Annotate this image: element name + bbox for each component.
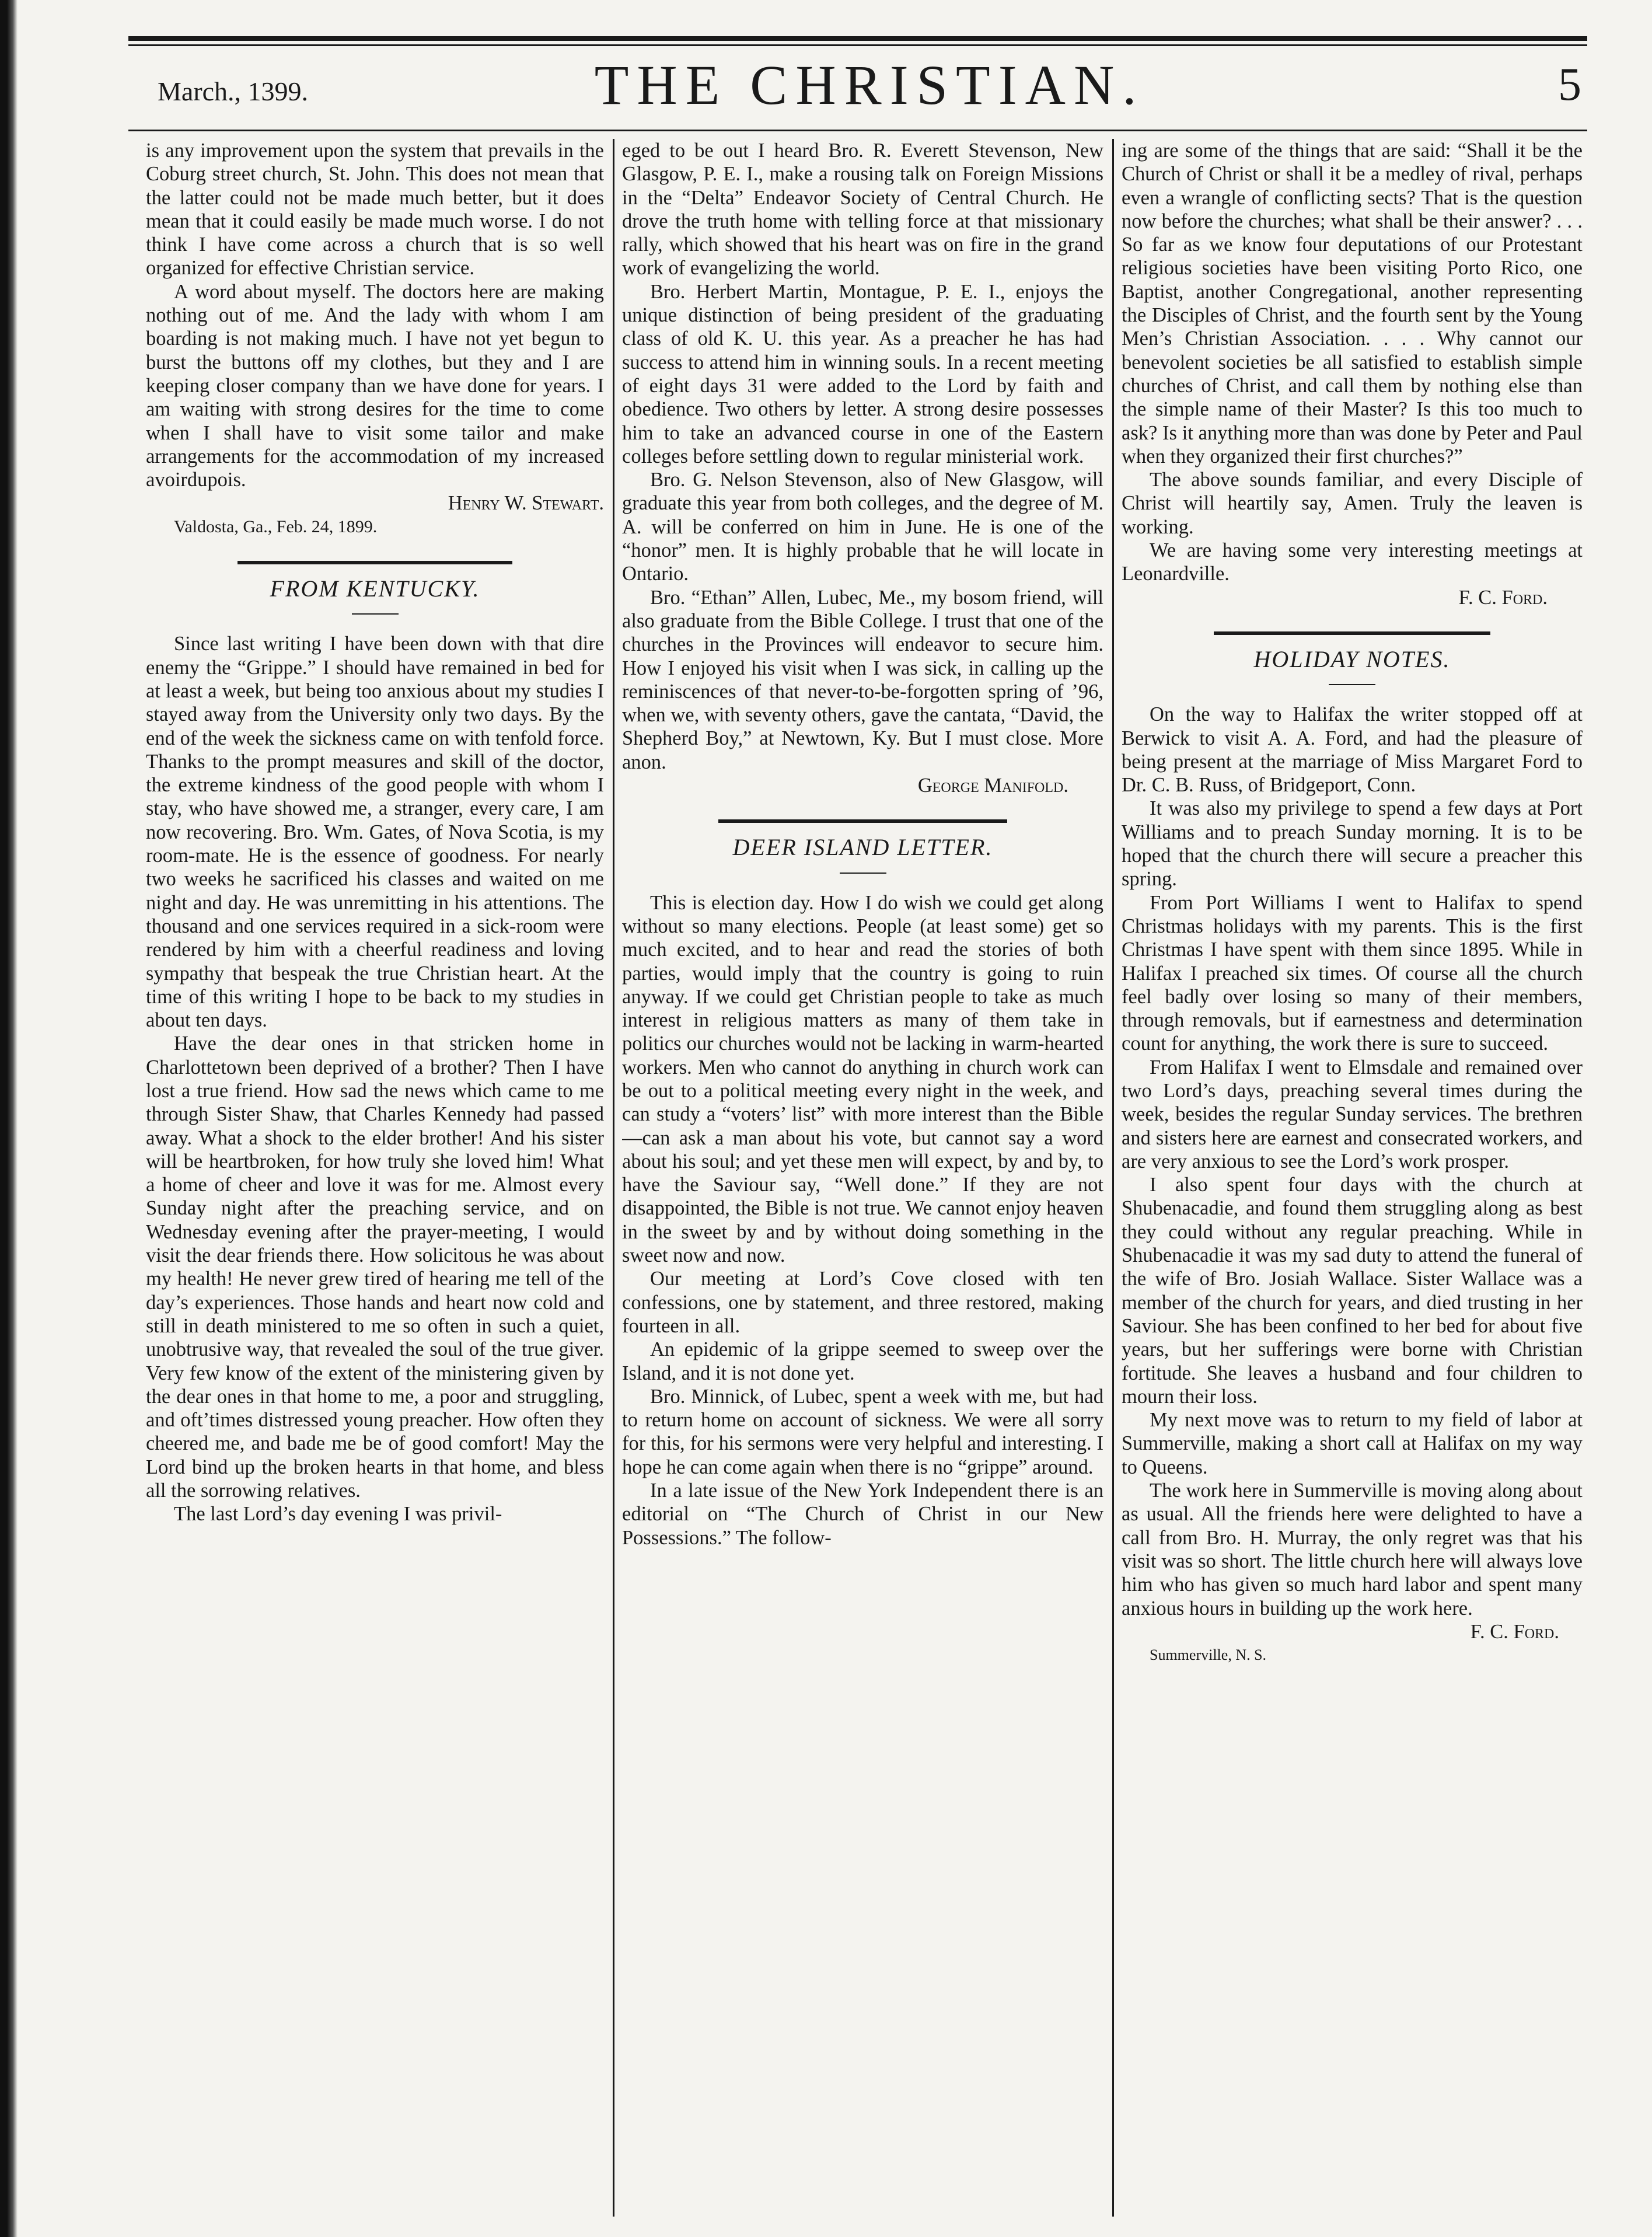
section-rule bbox=[718, 819, 1007, 823]
dateline: Summerville, N. S. bbox=[1150, 1646, 1267, 1664]
masthead bbox=[158, 53, 1581, 123]
author-signature: F. C. Ford. bbox=[1458, 586, 1548, 609]
top-rule-thick bbox=[128, 36, 1587, 41]
page-binding-edge bbox=[0, 0, 18, 2237]
heading-rule bbox=[352, 613, 399, 615]
article-paragraph: My next move was to return to my field of labor at Summerville, making a short call at Halifax on my way to Queens. bbox=[1122, 1409, 1583, 1478]
heading-rule bbox=[840, 873, 886, 874]
article-paragraph: The work here in Summerville is moving along about as usual. All the friends here were delighted to have a call from Bro. H. Murray, the only regret was that his visit was so short. The little church here will always love him who has given so much hard labor and spent many anxious hours in building up the work here. bbox=[1122, 1479, 1583, 1620]
heading-rule bbox=[1329, 684, 1375, 685]
article-paragraph: From Port Williams I went to Halifax to spend Christmas holidays with my parents. This is the first Christmas I have spent with them since 1895. While in Halifax I preached six times. Of course all the church feel badly over losing so many of their members, through removals, but if earnestness and determination count for anything, the work there is sure to succeed. bbox=[1122, 891, 1583, 1055]
author-signature: George Manifold. bbox=[917, 774, 1068, 797]
article-paragraph: eged to be out I heard Bro. R. Everett Stevenson, New Glasgow, P. E. I., make a rousing talk on Foreign Missions in the “Delta” Endeavor Society of Central Church. He drove the truth home with telling force at that missionary rally, which showed that his heart was on fire in the grand work of evangelizing the world. bbox=[622, 139, 1103, 280]
article-paragraph: Bro. G. Nelson Stevenson, also of New Glasgow, will graduate this year from both colleges, and the degree of M. A. will be conferred on him in June. He is one of the “honor” men. It is highly probable that he will locate in Ontario. bbox=[622, 469, 1103, 585]
article-paragraph: It was also my privilege to spend a few days at Port Williams and to preach Sunday morning. It is to be hoped that the church there will secure a preacher this spring. bbox=[1122, 797, 1583, 891]
column-3 bbox=[1122, 139, 1583, 2217]
article-paragraph: is any improvement upon the system that prevails in the Coburg street church, St. John. This does not mean that the latter could not be made much better, but it does mean that it could easily be made much worse. I do not think I have come across a church that is so well organized for effective Christian service. bbox=[146, 139, 604, 280]
page-number: 5 bbox=[1558, 59, 1581, 110]
article-paragraph: Our meeting at Lord’s Cove closed with ten confessions, one by statement, and three restored, making fourteen in all. bbox=[622, 1268, 1103, 1337]
section-rule bbox=[1214, 631, 1490, 635]
article-heading: FROM KENTUCKY. bbox=[270, 575, 480, 602]
issue-date: March., 1399. bbox=[158, 76, 309, 106]
article-heading: HOLIDAY NOTES. bbox=[1253, 645, 1451, 672]
article-paragraph: Bro. Minnick, of Lubec, spent a week with me, but had to return home on account of sickness. We were all sorry for this, for his sermons were very helpful and interesting. I hope he can come again when there is no “grippe” around. bbox=[622, 1385, 1103, 1478]
article-paragraph: We are having some very interesting meetings at Leonardville. bbox=[1122, 539, 1583, 585]
article-paragraph: On the way to Halifax the writer stopped off at Berwick to visit A. A. Ford, and had the pleasure of being present at the marriage of Miss Margaret Ford to Dr. C. B. Russ, of Bridgeport, Conn. bbox=[1122, 703, 1583, 797]
article-paragraph: Bro. Herbert Martin, Montague, P. E. I., enjoys the unique distinction of being president of the graduating class of old K. U. this year. As a preacher he has had success to attend him in winning souls. In a recent meeting of eight days 31 were added to the Lord by faith and obedience. Two others by letter. A strong desire possesses him to take an advanced course in one of the Eastern colleges before settling down to regular ministerial work. bbox=[622, 280, 1103, 467]
article-paragraph: A word about myself. The doctors here are making nothing out of me. And the lady with whom I am boarding is not making much. I have not yet begun to burst the buttons off my clothes, but they and I are keeping closer company than we have done for years. I am waiting with strong desires for the time to come when I shall have to visit some tailor and make arrangements for the accommodation of my increased avoirdupois. bbox=[146, 280, 604, 491]
author-signature: F. C. Ford. bbox=[1470, 1620, 1559, 1643]
article-paragraph: An epidemic of la grippe seemed to sweep over the Island, and it is not done yet. bbox=[622, 1338, 1103, 1384]
section-rule bbox=[238, 561, 512, 564]
author-signature: Henry W. Stewart. bbox=[448, 492, 604, 515]
article-paragraph: This is election day. How I do wish we could get along without so many elections. People (at least some) get so much excited, and to hear and read the stories of both parties, would imply that the country is going to ruin anyway. If we could get Christian people to take as much interest in religious matters as many of them take in politics our churches would not be lacking in warm-hearted workers. Men who cannot do anything in church work can be out to a political meeting every night in the week, and can study a “voters’ list” with more interest than the Bible—can ask a man about his vote, but cannot say a word about his soul; and yet these men will expect, by and by, to have the Saviour say, “Well done.” If they are not disappointed, the Bible is not true. We cannot enjoy heaven in the sweet by and by without doing something in the sweet now and now. bbox=[622, 891, 1103, 1267]
article-paragraph: I also spent four days with the church at Shubenacadie, and found them struggling along as best they could without any regular preaching. While in Shubenacadie it was my sad duty to attend the funeral of the wife of Bro. Josiah Wallace. Sister Wallace was a member of the church for years, and died trusting in her Saviour. She has been confined to her bed for about five years, but her sufferings were borne with Christian fortitude. She leaves a husband and four children to mourn their loss. bbox=[1122, 1174, 1583, 1408]
article-paragraph: In a late issue of the New York Independent there is an editorial on “The Church of Christ in our New Possessions.” The follow- bbox=[622, 1479, 1103, 1549]
column-2 bbox=[622, 139, 1103, 2217]
article-paragraph: Since last writing I have been down with that dire enemy the “Grippe.” I should have remained in bed for at least a week, but being too anxious about my studies I stayed away from the University only two days. By the end of the week the sickness came on with tenfold force. Thanks to the prompt measures and skill of the doctor, the extreme kindness of the good people with whom I stay, who have showed me, a stranger, every care, I am now recovering. Bro. Wm. Gates, of Nova Scotia, is my room-mate. He is the essence of goodness. For nearly two weeks he sacrificed his classes and waited on me night and day. He was unremitting in his attentions. The thousand and one services required in a sick-room were rendered by him with a cheerful readiness and loving sympathy that bespeak the true Christian heart. At the time of this writing I hope to be back to my studies in about ten days. bbox=[146, 633, 604, 1032]
article-paragraph: ing are some of the things that are said: “Shall it be the Church of Christ or shall it be a medley of rival, perhaps even a wrangle of conflicting sects? That is the question now before the churches; what shall be their answer? . . . So far as we know four deputations of our Protestant religious societies have been visiting Porto Rico, one Baptist, another Congregational, another representing the Disciples of Christ, and the fourth sent by the Young Men’s Christian Association. . . . Why cannot our benevolent societies be all satisfied to establish simple churches of Christ, and call them by nothing else than the simple name of their Master? Is this too much to ask? Is it anything more than was done by Peter and Paul when they organized their first churches?” bbox=[1122, 139, 1583, 467]
column-1 bbox=[146, 139, 604, 2217]
newspaper-title: THE CHRISTIAN. bbox=[594, 54, 1145, 116]
article-heading: DEER ISLAND LETTER. bbox=[732, 834, 993, 861]
article-paragraph: Bro. “Ethan” Allen, Lubec, Me., my bosom friend, will also graduate from the Bible College. I trust that one of the churches in the Provinces will endeavor to secure him. How I enjoyed his visit when I was sick, in calling up the reminiscences of that never-to-be-forgotten spring of ’96, when we, with seventy others, gave the cantata, “David, the Shepherd Boy,” at Newtown, Ky. But I must close. More anon. bbox=[622, 586, 1103, 773]
article-paragraph: The above sounds familiar, and every Disciple of Christ will heartily say, Amen. Truly the leaven is working. bbox=[1122, 469, 1583, 538]
top-rule-thin bbox=[128, 44, 1587, 46]
article-paragraph: From Halifax I went to Elmsdale and remained over two Lord’s days, preaching several times during the week, besides the regular Sunday services. The brethren and sisters here are earnest and consecrated workers, and are very anxious to see the Lord’s work prosper. bbox=[1122, 1056, 1583, 1172]
dateline: Valdosta, Ga., Feb. 24, 1899. bbox=[174, 517, 378, 536]
article-paragraph: The last Lord’s day evening I was privil- bbox=[174, 1503, 502, 1526]
masthead-rule bbox=[128, 130, 1587, 131]
article-paragraph: Have the dear ones in that stricken home in Charlottetown been deprived of a brother? Then I have lost a true friend. How sad the news which came to me through Sister Shaw, that Charles Kennedy had passed away. What a shock to the elder brother! And his sister will be heartbroken, for how truly she loved him! What a home of cheer and love it was for me. Almost every Sunday night after the preaching service, and on Wednesday evening after the prayer-meeting, I would visit the dear friends there. How solicitous he was about my health! He never grew tired of hearing me tell of the day’s experiences. Those hands and heart now cold and still in death ministered to me so often in such a quiet, unobtrusive way, that revealed the soul of the true giver. Very few know of the extent of the ministering given by the dear ones in that home to me, a poor and struggling, and oft’times distressed young preacher. How often they cheered me, and bade me be of good comfort! May the Lord bind up the broken hearts in that home, and bless all the sorrowing relatives. bbox=[146, 1032, 604, 1502]
column-divider-2 bbox=[1112, 139, 1114, 2217]
column-divider-1 bbox=[613, 139, 614, 2217]
